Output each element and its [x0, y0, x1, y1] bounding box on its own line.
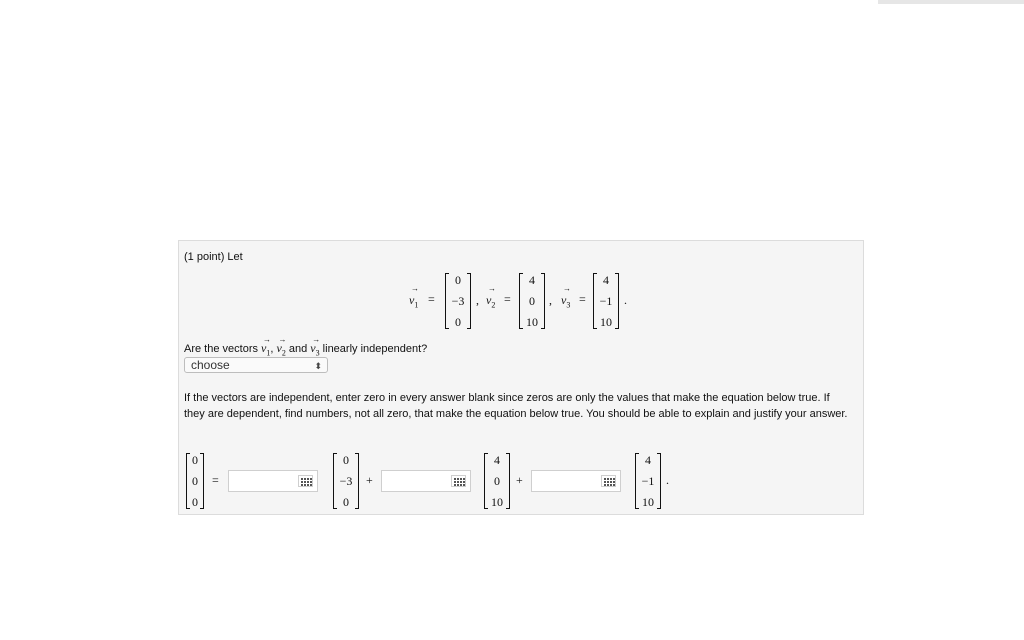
- v3-label: $v \to_3$: [561, 293, 570, 309]
- matrix-entry: 0: [343, 453, 349, 467]
- matrix-entry: 0: [192, 495, 198, 509]
- plus-sign: +: [516, 473, 523, 487]
- matrix-entry: 4: [494, 453, 500, 467]
- comma: ,: [549, 293, 552, 307]
- matrix-entry: 10: [600, 315, 612, 329]
- matrix-entry: 4: [645, 453, 651, 467]
- question-text: Are the vectors $v \to_1$, $v \to_2$ and $v \to_3$ linearly independent?: [184, 340, 427, 361]
- matrix-entry: −1: [599, 294, 613, 308]
- matrix-entry: −3: [339, 474, 353, 488]
- problem-header: (1 point) Let: [184, 251, 243, 263]
- v1-equals: =: [428, 292, 435, 306]
- dropdown-selected: choose: [191, 358, 230, 372]
- matrix-entry: 0: [343, 495, 349, 509]
- matrix-entry: 0: [455, 315, 461, 329]
- matrix-entry: 0: [192, 474, 198, 488]
- updown-caret-icon: ⬍: [314, 361, 322, 371]
- matrix-entry: 0: [455, 273, 461, 287]
- v2-ref: $v \to_2$: [277, 341, 286, 355]
- period: .: [624, 293, 627, 307]
- period: .: [666, 473, 669, 487]
- matrix-entry: 10: [491, 495, 503, 509]
- zero-vector-matrix: [186, 453, 204, 509]
- v2-matrix: [519, 273, 545, 329]
- matrix-entry: 10: [642, 495, 654, 509]
- independence-dropdown[interactable]: [184, 357, 328, 373]
- term2-matrix: [484, 453, 510, 509]
- matrix-entry: 4: [529, 273, 535, 287]
- matrix-entry: 0: [529, 294, 535, 308]
- plus-sign: +: [366, 473, 373, 487]
- v2-equals: =: [504, 292, 511, 306]
- v1-ref: $v \to_1$: [261, 341, 270, 355]
- matrix-entry: 4: [603, 273, 609, 287]
- equation-editor-icon[interactable]: [451, 475, 466, 487]
- matrix-entry: −3: [451, 294, 465, 308]
- equation-editor-icon[interactable]: [601, 475, 616, 487]
- comma: ,: [476, 293, 479, 307]
- v1-matrix: [445, 273, 471, 329]
- equation-editor-icon[interactable]: [298, 475, 313, 487]
- v2-label: $v \to_2$: [486, 293, 495, 309]
- v3-ref: $v \to_3$: [310, 341, 319, 355]
- instructions-text: If the vectors are independent, enter zero in every answer blank since zeros are only the values that make the equation below true. If they are dependent, find numbers, not all zero, that make the equation below true. You should be able to explain and justify your answer.: [184, 392, 848, 420]
- v1-label: $v \to_1$: [409, 293, 418, 309]
- matrix-entry: 0: [192, 453, 198, 467]
- v3-matrix: [593, 273, 619, 329]
- matrix-entry: −1: [641, 474, 655, 488]
- matrix-entry: 10: [526, 315, 538, 329]
- matrix-entry: 0: [494, 474, 500, 488]
- term3-matrix: [635, 453, 661, 509]
- v3-equals: =: [579, 292, 586, 306]
- equation-equals: =: [212, 473, 219, 487]
- term1-matrix: [333, 453, 359, 509]
- top-scroll-strip: [878, 0, 1024, 4]
